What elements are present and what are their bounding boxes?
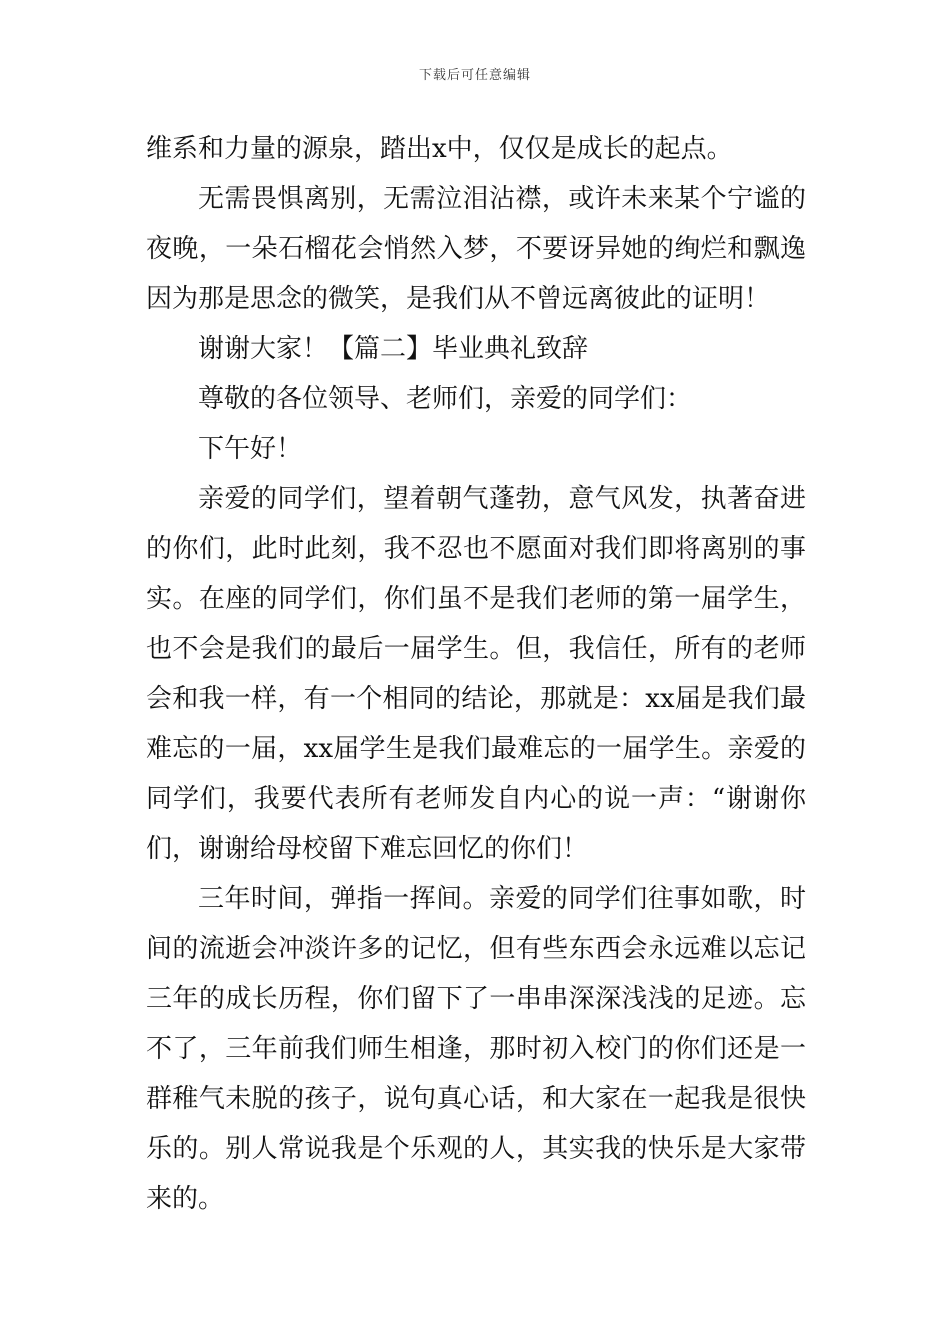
paragraph-5: 下午好！ — [198, 434, 303, 464]
paragraph-3: 谢谢大家！【篇二】毕业典礼致辞 — [198, 334, 589, 364]
paragraph-6: 亲爱的同学们，望着朝气蓬勃，意气风发，执著奋进的你们，此时此刻，我不忍也不愿面对我们即将离别的事实。在座的同学们，你们虽不是我们老师的第一届学生，也不会是我们的最后一届学生。但，我信任，所有的老师会和我一样，有一个相同的结论，那就是：xx届是我们最难忘的一届，xx届学生是我们最难忘的一届学生。亲爱的同学们，我要代表所有老师发自内心的说一声：“谢谢你们，谢谢给母校留下难忘回忆的你们！ — [146, 484, 806, 864]
page-header: 下载后可任意编辑 — [418, 68, 531, 83]
paragraph-7: 三年时间，弹指一挥间。亲爱的同学们往事如歌，时间的流逝会冲淡许多的记忆，但有些东西会永远难以忘记三年的成长历程，你们留下了一串串深深浅浅的足迹。忘不了，三年前我们师生相逢，那时初入校门的你们还是一群稚气未脱的孩子，说句真心话，和大家在一起我是很快乐的。别人常说我是个乐观的人，其实我的快乐是大家带来的。 — [146, 884, 806, 1214]
document-body — [146, 124, 806, 1224]
paragraph-2: 无需畏惧离别，无需泣泪沾襟，或许未来某个宁谧的夜晚，一朵石榴花会悄然入梦，不要讶异她的绚烂和飘逸因为那是思念的微笑，是我们从不曾远离彼此的证明！ — [146, 184, 806, 314]
paragraph-4: 尊敬的各位领导、老师们，亲爱的同学们： — [198, 384, 693, 414]
paragraph-1: 维系和力量的源泉，踏出x中，仅仅是成长的起点。 — [146, 134, 733, 164]
